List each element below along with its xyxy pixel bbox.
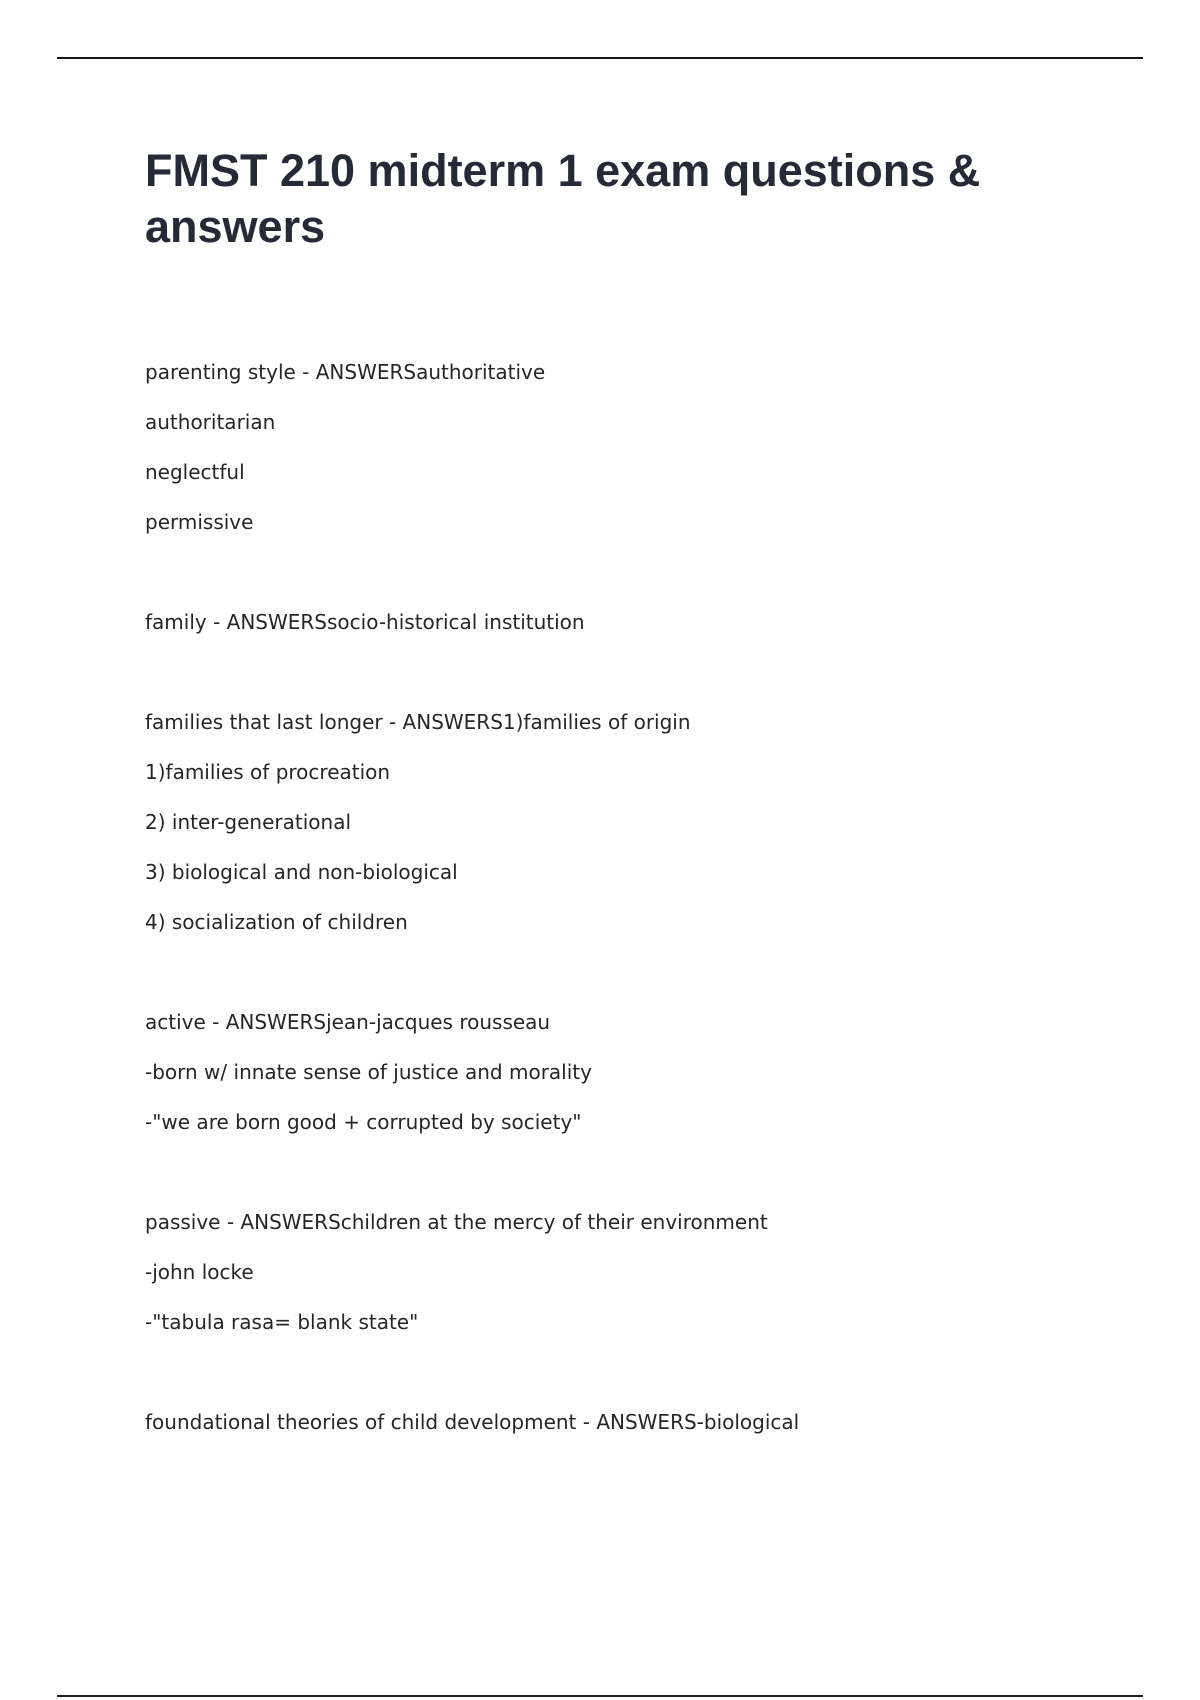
qa-line: family - ANSWERSsocio-historical institution — [145, 610, 585, 634]
qa-line: -"we are born good + corrupted by society" — [145, 1110, 582, 1134]
qa-line: families that last longer - ANSWERS1)families of origin — [145, 710, 691, 734]
qa-line: neglectful — [145, 460, 245, 484]
qa-entry — [145, 1207, 1105, 1357]
page-title: FMST 210 midterm 1 exam questions & answers — [145, 145, 981, 252]
qa-entry — [145, 1007, 1105, 1157]
document-body — [145, 357, 1105, 1507]
qa-line: 1)families of procreation — [145, 760, 391, 784]
qa-line: passive - ANSWERSchildren at the mercy of their environment — [145, 1210, 768, 1234]
qa-line: parenting style - ANSWERSauthoritative — [145, 360, 546, 384]
qa-line: active - ANSWERSjean-jacques rousseau — [145, 1010, 551, 1034]
qa-entry — [145, 357, 1105, 557]
top-rule — [57, 57, 1143, 59]
qa-line: authoritarian — [145, 410, 276, 434]
qa-line: permissive — [145, 510, 254, 534]
qa-line: foundational theories of child development - ANSWERS-biological — [145, 1410, 800, 1434]
qa-line: -john locke — [145, 1260, 254, 1284]
qa-line: -"tabula rasa= blank state" — [145, 1310, 419, 1334]
qa-entry — [145, 607, 1105, 657]
qa-line: 2) inter-generational — [145, 810, 352, 834]
qa-entry — [145, 1407, 1105, 1457]
bottom-rule — [57, 1695, 1143, 1697]
qa-entry — [145, 707, 1105, 957]
qa-line: 3) biological and non-biological — [145, 860, 458, 884]
qa-line: -born w/ innate sense of justice and morality — [145, 1060, 592, 1084]
qa-line: 4) socialization of children — [145, 910, 408, 934]
